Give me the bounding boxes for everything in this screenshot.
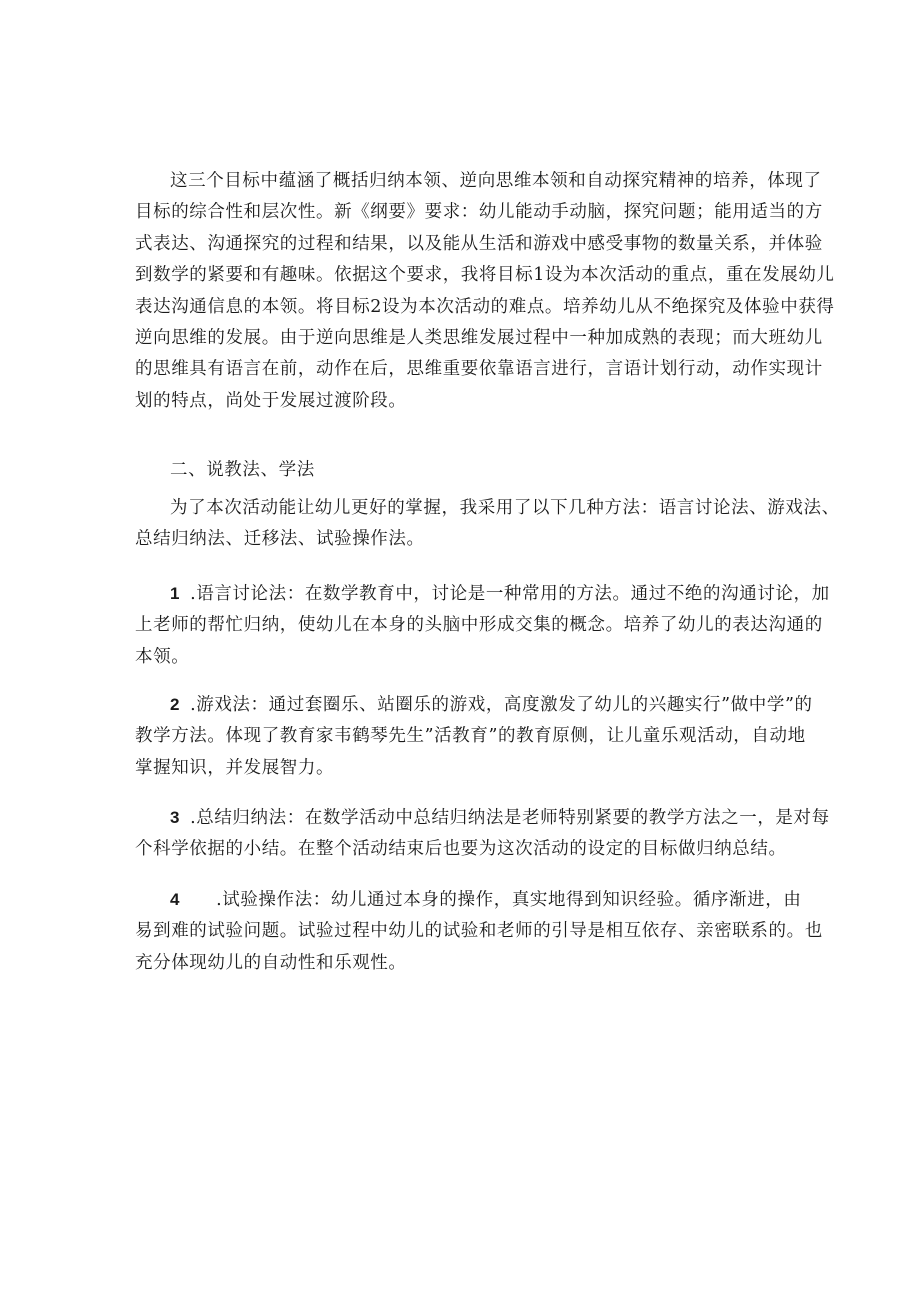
method-text: .总结归纳法：在数学活动中总结归纳法是老师特别紧要的教学方法之一，是对每: [190, 808, 830, 828]
method-number: 3: [170, 808, 181, 827]
intro-paragraph: [135, 166, 835, 417]
method-item-2: [135, 689, 813, 784]
text-line: 目标的综合性和层次性。新《纲要》要求：幼儿能动手动脑，探究问题；能用适当的方: [135, 202, 823, 223]
text-line: 逆向思维的发展。由于逆向思维是人类思维发展过程中一种加成熟的表现；而大班幼儿: [135, 328, 823, 349]
text-line: 为了本次活动能让幼儿更好的掌握，我采用了以下几种方法：语言讨论法、游戏法、: [170, 498, 840, 518]
text-line: 式表达、沟通探究的过程和结果，以及能从生活和游戏中感受事物的数量关系，并体验: [135, 233, 823, 254]
method-number: 1: [170, 584, 181, 603]
method-item-4: [135, 884, 823, 979]
method-text: .语言讨论法：在数学教育中，讨论是一种常用的方法。通过不绝的沟通讨论，加: [190, 584, 830, 604]
method-first-line: [135, 689, 813, 721]
method-number: 4: [170, 890, 181, 909]
text-line: 易到难的试验问题。试验过程中幼儿的试验和老师的引导是相互依存、亲密联系的。也: [135, 921, 823, 942]
methods-intro-paragraph: [135, 493, 840, 556]
method-text: .游戏法：通过套圈乐、站圈乐的游戏，高度激发了幼儿的兴趣实行”做中学”的: [190, 695, 813, 715]
method-first-line: [135, 578, 830, 610]
text-line: 掌握知识，并发展智力。: [135, 757, 335, 778]
text-line: 上老师的帮忙归纳，使幼儿在本身的头脑中形成交集的概念。培养了幼儿的表达沟通的: [135, 615, 823, 636]
method-first-line: [135, 802, 830, 834]
text-line: 的思维具有语言在前，动作在后，思维重要依靠语言进行，言语计划行动，动作实现计: [135, 359, 823, 380]
text-line: 到数学的紧要和有趣味。依据这个要求，我将目标1设为本次活动的重点，重在发展幼儿: [135, 265, 835, 286]
text-line: 个科学依据的小结。在整个活动结束后也要为这次活动的设定的目标做归纳总结。: [135, 839, 787, 860]
text-line: 教学方法。体现了教育家韦鹤琴先生”活教育”的教育原侧，让儿童乐观活动，自动地: [135, 726, 806, 747]
text-line: 这三个目标中蕴涵了概括归纳本领、逆向思维本领和自动探究精神的培养，体现了: [170, 171, 822, 191]
text-line: 充分体现幼儿的自动性和乐观性。: [135, 952, 407, 973]
text-line: 划的特点，尚处于发展过渡阶段。: [135, 390, 407, 411]
method-first-line: [135, 884, 802, 916]
method-number: 2: [170, 695, 181, 714]
text-line: 本领。: [135, 646, 190, 667]
text-line: 总结归纳法、迁移法、试验操作法。: [135, 529, 425, 550]
heading-text: 二、说教法、学法: [170, 460, 315, 480]
method-item-1: [135, 578, 830, 673]
method-text: .试验操作法：幼儿通过本身的操作，真实地得到知识经验。循序渐进，由: [216, 890, 802, 910]
method-item-3: [135, 802, 830, 866]
section-heading: [135, 455, 795, 486]
text-line: 表达沟通信息的本领。将目标2设为本次活动的难点。培养幼儿从不绝探究及体验中获得: [135, 296, 835, 317]
